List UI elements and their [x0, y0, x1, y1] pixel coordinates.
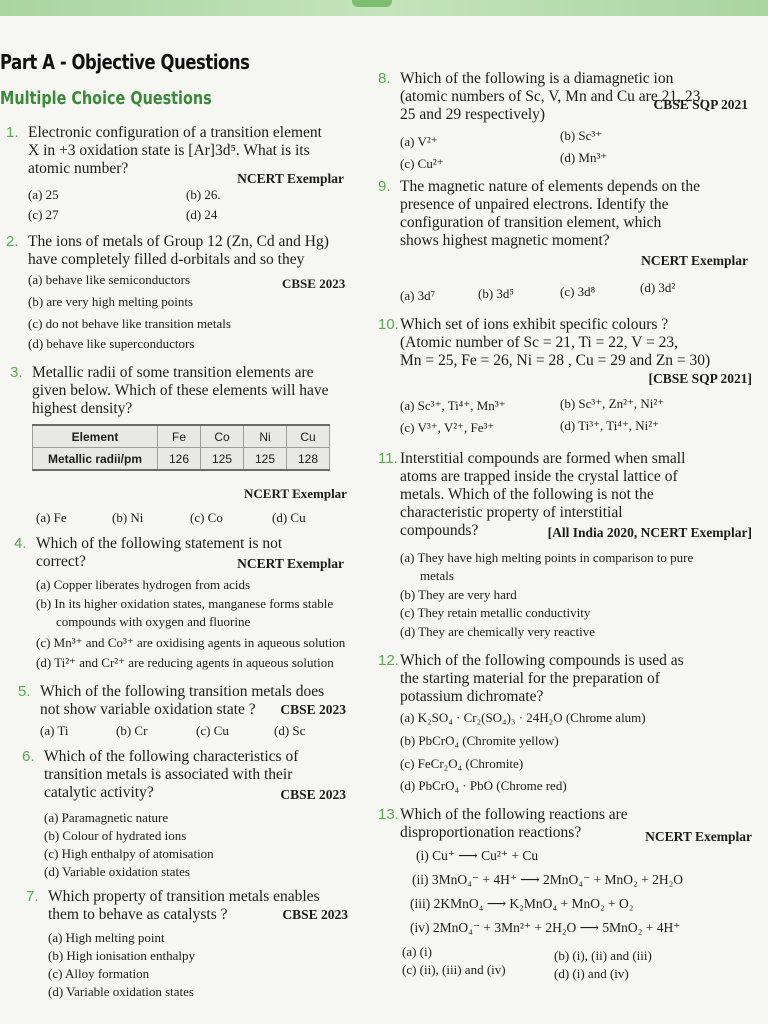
option-a: (a) High melting point [48, 930, 165, 945]
option-a: (a) V²⁺ [400, 134, 438, 149]
question-text-line: The ions of metals of Group 12 (Zn, Cd and Hg) [28, 233, 329, 250]
question-text-line: (Atomic number of Sc = 21, Ti = 22, V = 23, [400, 334, 678, 351]
option-b: (b) Colour of hydrated ions [44, 828, 187, 843]
question-text-line: Which of the following characteristics of [44, 748, 299, 765]
question-text-line: Electronic configuration of a transition element [28, 124, 322, 141]
option-c: (c) Cu [196, 723, 229, 738]
source-tag: CBSE 2023 [280, 787, 346, 802]
option-d: (d) Ti³⁺, Ti⁴⁺, Ni²⁺ [560, 418, 660, 433]
option-d: (d) Cu [272, 510, 306, 525]
option-a: (a) They have high melting points in comparison to pure [400, 550, 694, 565]
option-b-cont: compounds with oxygen and fluorine [56, 614, 251, 629]
option-c: (c) 3d⁸ [560, 284, 596, 299]
question-number: 8. [378, 70, 391, 87]
table-cell: Co [201, 425, 244, 448]
table-header-row [33, 425, 330, 448]
source-tag: NCERT Exemplar [237, 171, 344, 186]
question-7 [26, 888, 348, 924]
option-b: (b) They are very hard [400, 587, 517, 602]
question-text-line: disproportionation reactions? [400, 824, 582, 841]
option-b: (b) 26. [186, 187, 221, 202]
question-number: 4. [14, 535, 27, 552]
option-c: (c) Alloy formation [48, 966, 150, 981]
question-text-line: Mn = 25, Fe = 26, Ni = 28 , Cu = 29 and Zn = 30) [400, 352, 711, 369]
table-cell: 126 [158, 448, 201, 471]
reaction-ii: (ii) 3MnO₄⁻ + 4H⁺ ⟶ 2MnO₄⁻ + MnO₂ + 2H₂O [412, 872, 684, 887]
reaction-iii: (iii) 2KMnO₄ ⟶ K₂MnO₄ + MnO₂ + O₂ [410, 896, 634, 911]
question-number: 5. [18, 683, 31, 700]
source-tag: [All India 2020, NCERT Exemplar] [547, 525, 752, 540]
question-12 [378, 652, 752, 706]
source-tag: NCERT Exemplar [244, 486, 347, 501]
option-c: (c) High enthalpy of atomisation [44, 846, 214, 861]
table-cell: Ni [244, 425, 287, 448]
option-a: (a) Copper liberates hydrogen from acids [36, 577, 251, 592]
option-c: (c) do not behave like transition metals [28, 316, 231, 331]
question-number: 11. [378, 450, 398, 467]
table-cell: Cu [287, 425, 330, 448]
option-a: (a) (i) [402, 944, 432, 959]
question-text-line: them to behave as catalysts ? [48, 906, 228, 923]
question-text-line: characteristic property of interstitial [400, 504, 623, 521]
option-d: (d) Variable oxidation states [48, 984, 194, 999]
table-cell: 128 [287, 448, 330, 471]
question-number: 13. [378, 806, 399, 823]
question-text-line: 25 and 29 respectively) [400, 106, 546, 123]
question-text-line: highest density? [32, 400, 133, 417]
option-c: (c) (ii), (iii) and (iv) [402, 962, 506, 977]
question-1 [6, 124, 344, 186]
option-b: (b) Ni [112, 510, 144, 525]
question-9 [378, 178, 748, 268]
question-number: 6. [22, 748, 35, 765]
question-text-line: Which of the following compounds is used as [400, 652, 684, 669]
question-text-line: shows highest magnetic moment? [400, 232, 610, 249]
question-text-line: given below. Which of these elements will have [32, 382, 329, 399]
option-d: (d) Mn³⁺ [560, 150, 608, 165]
reaction-i: (i) Cu⁺ ⟶ Cu²⁺ + Cu [416, 848, 539, 863]
table-cell: Element [33, 425, 158, 448]
question-text-line: The magnetic nature of elements depends on the [400, 178, 700, 195]
option-b: (b) Sc³⁺, Zn²⁺, Ni²⁺ [560, 396, 665, 411]
option-b: (b) In its higher oxidation states, manganese forms stable [36, 596, 334, 611]
option-a: (a) Fe [36, 510, 67, 525]
question-number: 9. [378, 178, 391, 195]
table-cell: 125 [244, 448, 287, 471]
top-banner [0, 0, 768, 16]
option-a: (a) Paramagnetic nature [44, 810, 169, 825]
option-b: (b) PbCrO₄ (Chromite yellow) [400, 733, 559, 748]
option-d: (d) Variable oxidation states [44, 864, 190, 879]
question-number: 12. [378, 652, 399, 669]
source-tag: CBSE SQP 2021 [653, 97, 748, 112]
question-3 [10, 364, 348, 418]
option-c: (c) 27 [28, 207, 59, 222]
question-text-line: metals. Which of the following is not the [400, 486, 654, 503]
question-4 [14, 535, 344, 571]
table-row [33, 448, 330, 471]
option-b: (b) 3d⁵ [478, 286, 514, 301]
question-number: 2. [6, 233, 19, 250]
question-text-line: (atomic numbers of Sc, V, Mn and Cu are 21, 23, [400, 88, 705, 105]
option-d: (d) behave like superconductors [28, 336, 195, 351]
question-text-line: Which set of ions exhibit specific colours ? [400, 316, 669, 333]
source-tag: [CBSE SQP 2021] [648, 371, 752, 386]
source-tag: NCERT Exemplar [645, 829, 752, 844]
question-text-line: transition metals is associated with their [44, 766, 293, 783]
question-text-line: Which of the following is a diamagnetic ion [400, 70, 674, 87]
question-2 [6, 233, 344, 269]
question-8 [378, 70, 748, 124]
option-a: (a) Sc³⁺, Ti⁴⁺, Mn³⁺ [400, 398, 506, 413]
option-a: (a) Ti [40, 723, 69, 738]
option-d: (d) 24 [186, 207, 218, 222]
question-text-line: have completely filled d-orbitals and so they [28, 251, 305, 268]
question-6 [22, 748, 346, 802]
option-a: (a) behave like semiconductors [28, 272, 191, 287]
option-c: (c) V³⁺, V²⁺, Fe³⁺ [400, 420, 495, 435]
option-c: (c) Co [190, 510, 223, 525]
option-c: (c) FeCr₂O₄ (Chromite) [400, 756, 524, 771]
option-d: (d) They are chemically very reactive [400, 624, 596, 639]
option-a: (a) K₂SO₄ · Cr₂(SO₄)₃ · 24H₂O (Chrome alum) [400, 710, 646, 725]
question-text-line: compounds? [400, 522, 479, 539]
question-number: 3. [10, 364, 23, 381]
question-number: 1. [6, 124, 19, 141]
question-13 [378, 806, 752, 844]
source-tag: NCERT Exemplar [237, 556, 344, 571]
question-text-line: Which of the following statement is not [36, 535, 283, 552]
option-c: (c) Mn³⁺ and Co³⁺ are oxidising agents in aqueous solution [36, 635, 346, 650]
option-a: (a) 25 [28, 187, 59, 202]
question-text-line: atoms are trapped inside the crystal lattice of [400, 468, 678, 485]
banner-ornament [352, 0, 392, 7]
question-number: 10. [378, 316, 399, 333]
section-title: Multiple Choice Questions [0, 88, 212, 109]
part-title: Part A - Objective Questions [0, 50, 250, 74]
option-a-cont: metals [420, 568, 454, 583]
question-text-line: configuration of transition element, which [400, 214, 662, 231]
question-5 [18, 683, 346, 719]
option-b: (b) are very high melting points [28, 294, 193, 309]
question-text-line: Which of the following reactions are [400, 806, 628, 823]
option-b: (b) High ionisation enthalpy [48, 948, 195, 963]
option-c: (c) They retain metallic conductivity [400, 605, 591, 620]
question-text-line: not show variable oxidation state ? [40, 701, 256, 718]
question-text-line: Interstitial compounds are formed when small [400, 450, 686, 467]
option-d: (d) (i) and (iv) [554, 966, 629, 981]
question-text-line: potassium dichromate? [400, 688, 544, 705]
question-text-line: Which property of transition metals enables [48, 888, 320, 905]
table-cell: Fe [158, 425, 201, 448]
question-text-line: catalytic activity? [44, 784, 154, 801]
reaction-iv: (iv) 2MnO₄⁻ + 3Mn²⁺ + 2H₂O ⟶ 5MnO₂ + 4H⁺ [410, 920, 681, 935]
source-tag: CBSE 2023 [280, 702, 346, 717]
question-text-line: presence of unpaired electrons. Identify the [400, 196, 669, 213]
question-text-line: Metallic radii of some transition elements are [32, 364, 314, 381]
question-text-line: atomic number? [28, 160, 129, 177]
source-tag: CBSE 2023 [282, 907, 348, 922]
question-text-line: correct? [36, 553, 86, 570]
source-tag: CBSE 2023 [282, 276, 346, 291]
option-d: (d) Ti²⁺ and Cr²⁺ are reducing agents in aqueous solution [36, 655, 334, 670]
question-10 [378, 316, 752, 386]
option-b: (b) Cr [116, 723, 148, 738]
question-11 [378, 450, 752, 540]
question-number: 7. [26, 888, 39, 905]
question-text-line: the starting material for the preparation of [400, 670, 660, 687]
option-a: (a) 3d⁷ [400, 288, 436, 303]
option-d: (d) Sc [274, 723, 306, 738]
option-b: (b) (i), (ii) and (iii) [554, 948, 652, 963]
option-d: (d) 3d² [640, 280, 676, 295]
source-tag: NCERT Exemplar [641, 253, 748, 268]
metallic-radii-table [32, 424, 330, 471]
option-c: (c) Cu²⁺ [400, 156, 444, 171]
option-d: (d) PbCrO₄ · PbO (Chrome red) [400, 778, 567, 793]
table-cell: Metallic radii/pm [33, 448, 158, 471]
question-text-line: X in +3 oxidation state is [Ar]3d⁵. What is its [28, 142, 310, 159]
option-b: (b) Sc³⁺ [560, 128, 603, 143]
question-text-line: Which of the following transition metals does [40, 683, 325, 700]
table-cell: 125 [201, 448, 244, 471]
